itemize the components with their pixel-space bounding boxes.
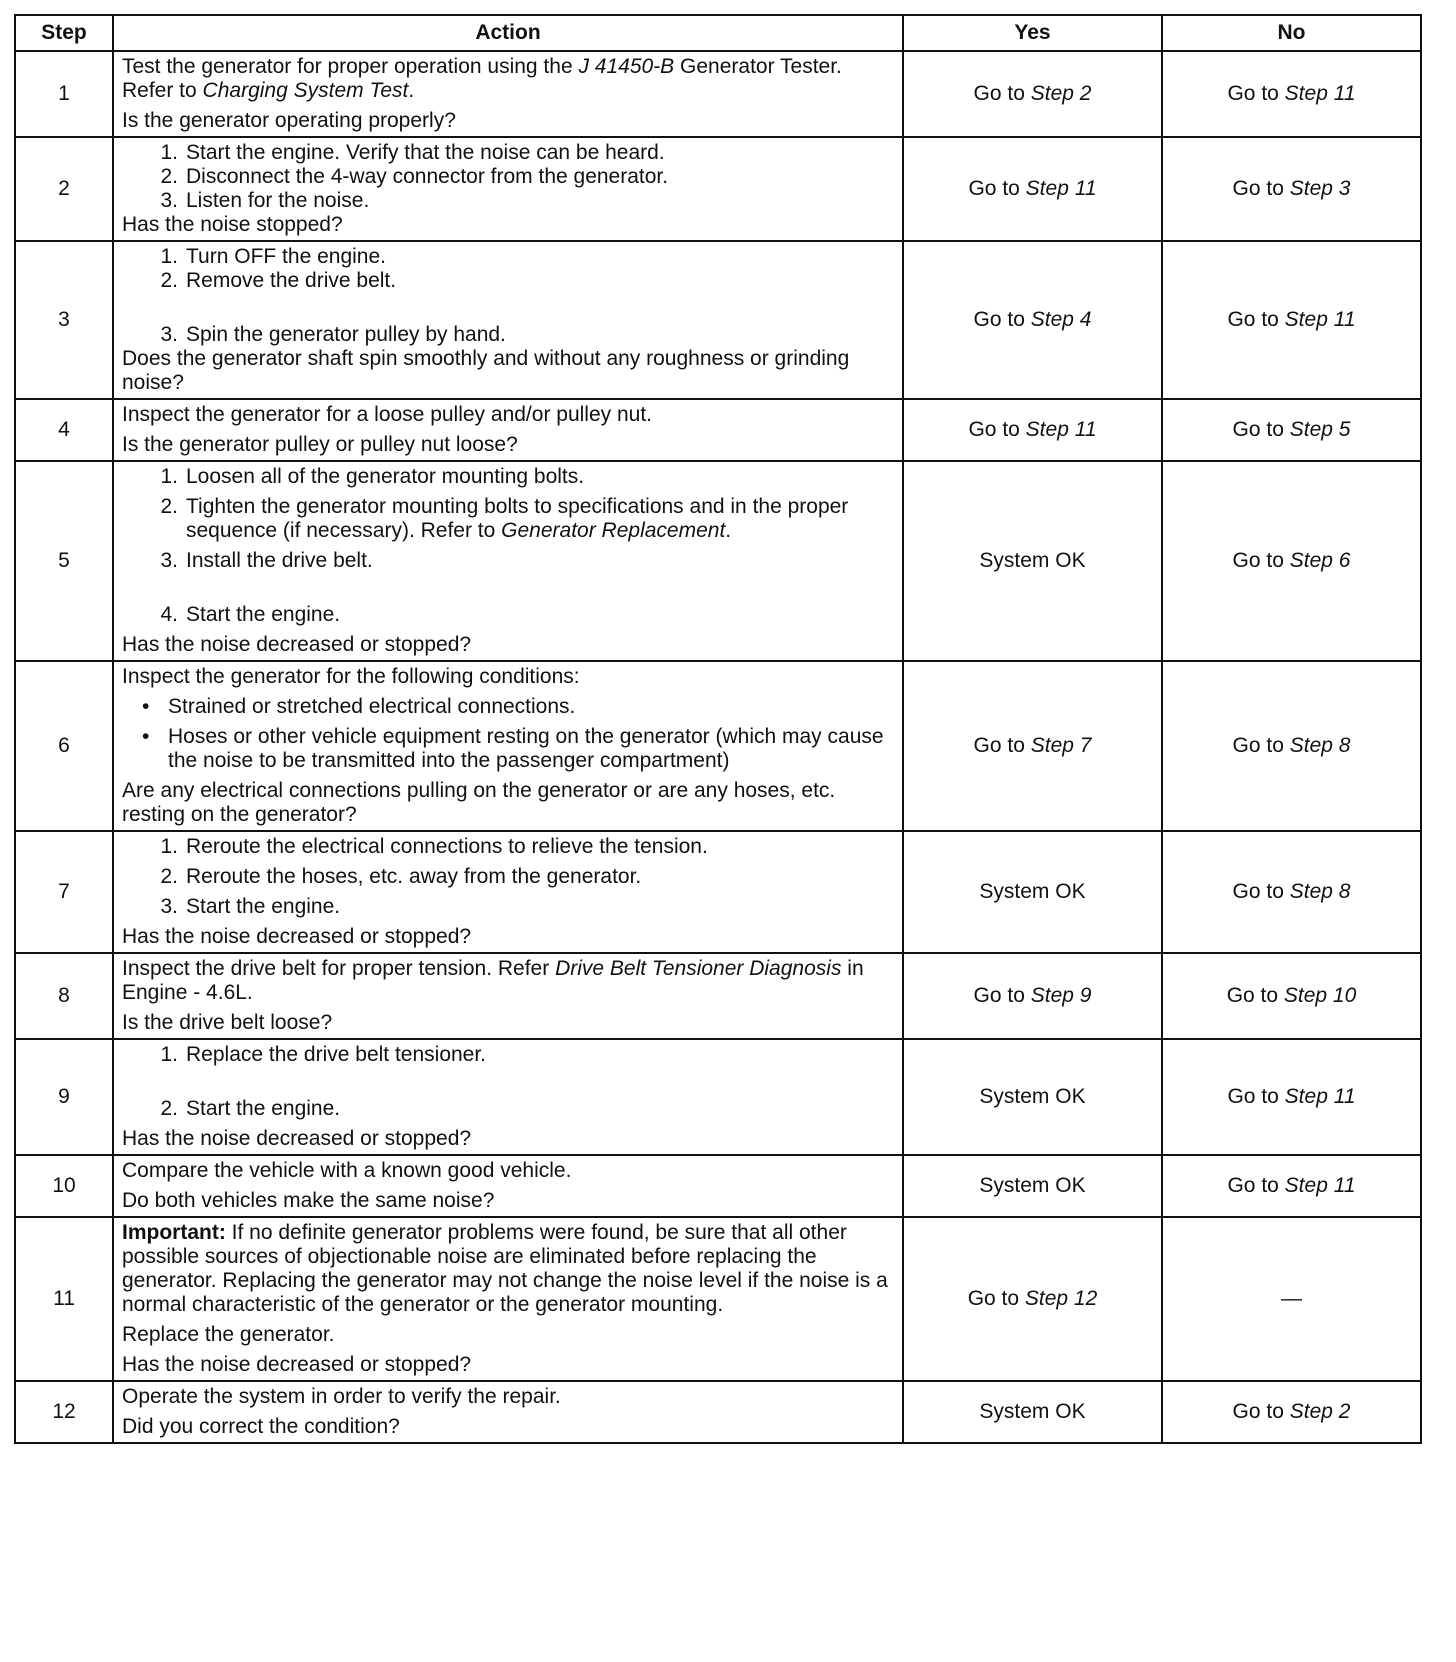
action-text: Has the noise decreased or stopped? bbox=[122, 633, 472, 656]
numbered-step bbox=[122, 189, 894, 213]
action-text: Is the drive belt loose? bbox=[122, 1011, 333, 1034]
yes-result bbox=[903, 461, 1162, 661]
action-cell bbox=[113, 461, 903, 661]
no-result bbox=[1162, 953, 1421, 1039]
action-paragraph bbox=[122, 665, 894, 689]
step-reference: Step 10 bbox=[1283, 984, 1357, 1007]
yes-result bbox=[903, 1039, 1162, 1155]
result-text: Go to bbox=[968, 177, 1026, 200]
action-text: Start the engine. bbox=[186, 895, 341, 918]
step-reference: Step 9 bbox=[1030, 984, 1092, 1007]
numbered-step bbox=[122, 141, 894, 165]
item-number: 2. bbox=[160, 495, 178, 518]
action-paragraph bbox=[122, 925, 894, 949]
numbered-step bbox=[122, 495, 894, 543]
table-row bbox=[15, 461, 1421, 661]
action-paragraph bbox=[122, 347, 894, 395]
result-text: Go to bbox=[973, 308, 1031, 331]
yes-result bbox=[903, 241, 1162, 399]
step-reference: Step 5 bbox=[1289, 418, 1351, 441]
action-text: Reroute the hoses, etc. away from the generator. bbox=[186, 865, 642, 888]
action-text: Hoses or other vehicle equipment resting on the generator (which may cause the noise to be transmitted into the passenger compartment) bbox=[168, 725, 884, 772]
step-number: 6 bbox=[15, 661, 113, 831]
action-text: Inspect the generator for a loose pulley and/or pulley nut. bbox=[122, 403, 653, 426]
table-row bbox=[15, 137, 1421, 241]
action-text: Does the generator shaft spin smoothly and without any roughness or grinding noise? bbox=[122, 347, 850, 394]
action-cell bbox=[113, 399, 903, 461]
action-text: Tighten the generator mounting bolts to specifications and in the proper sequence (if necessary). Refer to bbox=[186, 495, 849, 542]
step-number: 12 bbox=[15, 1381, 113, 1443]
action-paragraph bbox=[122, 55, 894, 103]
result-text: Go to bbox=[973, 984, 1031, 1007]
yes-result bbox=[903, 137, 1162, 241]
no-result bbox=[1162, 241, 1421, 399]
result-text: Go to bbox=[968, 418, 1026, 441]
step-reference: Step 4 bbox=[1030, 308, 1092, 331]
diagnostic-table bbox=[14, 14, 1422, 1444]
result-text: Go to bbox=[1232, 549, 1290, 572]
reference-text: Charging System Test bbox=[202, 79, 409, 102]
item-number: 1. bbox=[160, 835, 178, 858]
action-text: Replace the generator. bbox=[122, 1323, 335, 1346]
bullet-icon: • bbox=[142, 695, 150, 718]
action-paragraph bbox=[122, 779, 894, 827]
result-text: Go to bbox=[973, 82, 1031, 105]
reference-text: J 41450-B bbox=[578, 55, 675, 78]
result-text: Go to bbox=[1226, 984, 1284, 1007]
action-paragraph bbox=[122, 633, 894, 657]
action-text: Replace the drive belt tensioner. bbox=[186, 1043, 487, 1066]
step-reference: Step 2 bbox=[1289, 1400, 1351, 1423]
table-row bbox=[15, 1155, 1421, 1217]
result-text: Go to bbox=[973, 734, 1031, 757]
result-text: Go to bbox=[1232, 1400, 1290, 1423]
step-number: 3 bbox=[15, 241, 113, 399]
item-number: 2. bbox=[160, 269, 178, 292]
no-result bbox=[1162, 1039, 1421, 1155]
item-number: 2. bbox=[160, 865, 178, 888]
numbered-step bbox=[122, 245, 894, 269]
step-reference: Step 3 bbox=[1289, 177, 1351, 200]
action-cell bbox=[113, 137, 903, 241]
item-number: 1. bbox=[160, 141, 178, 164]
step-reference: Step 2 bbox=[1030, 82, 1092, 105]
yes-result bbox=[903, 953, 1162, 1039]
action-paragraph bbox=[122, 109, 894, 133]
item-number: 1. bbox=[160, 465, 178, 488]
action-text: in Engine - 4.6L. bbox=[122, 957, 864, 1004]
table-row bbox=[15, 1381, 1421, 1443]
header-no: No bbox=[1162, 15, 1421, 51]
action-cell bbox=[113, 1381, 903, 1443]
action-paragraph bbox=[122, 957, 894, 1005]
numbered-step bbox=[122, 1097, 894, 1121]
table-row bbox=[15, 953, 1421, 1039]
action-text: Reroute the electrical connections to relieve the tension. bbox=[186, 835, 708, 858]
result-text: Go to bbox=[1227, 1174, 1285, 1197]
numbered-step bbox=[122, 865, 894, 889]
step-reference: Step 12 bbox=[1024, 1287, 1098, 1310]
step-number: 9 bbox=[15, 1039, 113, 1155]
yes-result bbox=[903, 661, 1162, 831]
action-text: Compare the vehicle with a known good vehicle. bbox=[122, 1159, 572, 1182]
action-paragraph bbox=[122, 403, 894, 427]
action-text: Has the noise decreased or stopped? bbox=[122, 1127, 472, 1150]
action-text: Loosen all of the generator mounting bolts. bbox=[186, 465, 585, 488]
item-number: 3. bbox=[160, 895, 178, 918]
action-text: Install the drive belt. bbox=[186, 549, 373, 572]
step-number: 11 bbox=[15, 1217, 113, 1381]
action-text: Turn OFF the engine. bbox=[186, 245, 386, 268]
result-text: System OK bbox=[979, 1174, 1086, 1197]
action-paragraph bbox=[122, 1011, 894, 1035]
action-text: If no definite generator problems were found, be sure that all other possible sources of objectionable noise are eliminated before replacing the generator. Replacing the generator may not change the noise level if the noise is a normal characteristic of the generator or the generator mounting. bbox=[122, 1221, 888, 1316]
bullet-item bbox=[122, 725, 894, 773]
step-number: 5 bbox=[15, 461, 113, 661]
yes-result bbox=[903, 51, 1162, 137]
action-text: Remove the drive belt. bbox=[186, 269, 397, 292]
action-cell bbox=[113, 1217, 903, 1381]
no-result bbox=[1162, 1381, 1421, 1443]
step-reference: Step 8 bbox=[1289, 880, 1351, 903]
action-text: Did you correct the condition? bbox=[122, 1415, 400, 1438]
action-text: Has the noise decreased or stopped? bbox=[122, 1353, 472, 1376]
numbered-step bbox=[122, 895, 894, 919]
action-paragraph bbox=[122, 1323, 894, 1347]
yes-result bbox=[903, 1217, 1162, 1381]
no-result bbox=[1162, 1217, 1421, 1381]
action-text: . bbox=[725, 519, 732, 542]
table-row bbox=[15, 661, 1421, 831]
action-text: Are any electrical connections pulling on the generator or are any hoses, etc. resting on the generator? bbox=[122, 779, 836, 826]
action-text: Spin the generator pulley by hand. bbox=[186, 323, 506, 346]
table-row bbox=[15, 51, 1421, 137]
action-text: . bbox=[408, 79, 415, 102]
action-paragraph bbox=[122, 1385, 894, 1409]
result-text: Go to bbox=[1232, 880, 1290, 903]
action-paragraph bbox=[122, 1353, 894, 1377]
action-paragraph bbox=[122, 213, 894, 237]
action-paragraph bbox=[122, 1415, 894, 1439]
action-cell bbox=[113, 241, 903, 399]
no-result bbox=[1162, 831, 1421, 953]
result-text: System OK bbox=[979, 549, 1086, 572]
item-number: 3. bbox=[160, 189, 178, 212]
result-text: System OK bbox=[979, 1400, 1086, 1423]
item-number: 1. bbox=[160, 1043, 178, 1066]
action-text: Disconnect the 4-way connector from the generator. bbox=[186, 165, 669, 188]
action-text: Do both vehicles make the same noise? bbox=[122, 1189, 495, 1212]
emphasis-label: Important: bbox=[122, 1221, 226, 1244]
result-text: System OK bbox=[979, 1085, 1086, 1108]
step-reference: Step 8 bbox=[1289, 734, 1351, 757]
reference-text: Drive Belt Tensioner Diagnosis bbox=[555, 957, 842, 980]
table-row bbox=[15, 241, 1421, 399]
result-text: Go to bbox=[1227, 308, 1285, 331]
yes-result bbox=[903, 1155, 1162, 1217]
bullet-icon: • bbox=[142, 725, 150, 748]
action-text: Strained or stretched electrical connections. bbox=[168, 695, 576, 718]
result-text: System OK bbox=[979, 880, 1086, 903]
step-number: 4 bbox=[15, 399, 113, 461]
action-text: Start the engine. bbox=[186, 603, 341, 626]
action-text: Inspect the drive belt for proper tension. Refer bbox=[122, 957, 556, 980]
action-text: Is the generator operating properly? bbox=[122, 109, 456, 132]
numbered-step bbox=[122, 603, 894, 627]
result-text: Go to bbox=[1232, 734, 1290, 757]
item-number: 3. bbox=[160, 549, 178, 572]
table-row bbox=[15, 1217, 1421, 1381]
result-text: Go to bbox=[1227, 1085, 1285, 1108]
no-result bbox=[1162, 1155, 1421, 1217]
action-text: Has the noise decreased or stopped? bbox=[122, 925, 472, 948]
action-text: Is the generator pulley or pulley nut loose? bbox=[122, 433, 518, 456]
action-text: Listen for the noise. bbox=[186, 189, 370, 212]
result-text: — bbox=[1281, 1287, 1302, 1310]
item-number: 4. bbox=[160, 603, 178, 626]
step-reference: Step 11 bbox=[1025, 418, 1097, 441]
step-number: 10 bbox=[15, 1155, 113, 1217]
numbered-step bbox=[122, 165, 894, 189]
numbered-step bbox=[122, 1043, 894, 1067]
table-row bbox=[15, 1039, 1421, 1155]
item-number: 1. bbox=[160, 245, 178, 268]
no-result bbox=[1162, 137, 1421, 241]
action-text: Start the engine. Verify that the noise can be heard. bbox=[186, 141, 665, 164]
yes-result bbox=[903, 831, 1162, 953]
bullet-item bbox=[122, 695, 894, 719]
numbered-step bbox=[122, 323, 894, 347]
numbered-step bbox=[122, 465, 894, 489]
item-number: 2. bbox=[160, 165, 178, 188]
table-body bbox=[15, 51, 1421, 1443]
action-cell bbox=[113, 1155, 903, 1217]
step-reference: Step 11 bbox=[1284, 1174, 1356, 1197]
step-reference: Step 11 bbox=[1025, 177, 1097, 200]
step-reference: Step 7 bbox=[1030, 734, 1092, 757]
step-number: 7 bbox=[15, 831, 113, 953]
item-number: 2. bbox=[160, 1097, 178, 1120]
item-number: 3. bbox=[160, 323, 178, 346]
action-text: Operate the system in order to verify the repair. bbox=[122, 1385, 561, 1408]
action-text: Start the engine. bbox=[186, 1097, 341, 1120]
table-row bbox=[15, 399, 1421, 461]
numbered-step bbox=[122, 269, 894, 293]
result-text: Go to bbox=[967, 1287, 1025, 1310]
step-number: 2 bbox=[15, 137, 113, 241]
yes-result bbox=[903, 1381, 1162, 1443]
action-paragraph bbox=[122, 1159, 894, 1183]
action-paragraph bbox=[122, 433, 894, 457]
action-paragraph bbox=[122, 1127, 894, 1151]
action-paragraph bbox=[122, 1189, 894, 1213]
no-result bbox=[1162, 51, 1421, 137]
action-text: Has the noise stopped? bbox=[122, 213, 343, 236]
yes-result bbox=[903, 399, 1162, 461]
header-step: Step bbox=[15, 15, 113, 51]
step-number: 1 bbox=[15, 51, 113, 137]
action-text: Inspect the generator for the following conditions: bbox=[122, 665, 580, 688]
document-page bbox=[14, 14, 1422, 1444]
header-action: Action bbox=[113, 15, 903, 51]
numbered-step bbox=[122, 549, 894, 573]
action-cell bbox=[113, 831, 903, 953]
numbered-step bbox=[122, 835, 894, 859]
step-reference: Step 11 bbox=[1284, 82, 1356, 105]
no-result bbox=[1162, 461, 1421, 661]
result-text: Go to bbox=[1227, 82, 1285, 105]
step-reference: Step 11 bbox=[1284, 1085, 1356, 1108]
table-header-row bbox=[15, 15, 1421, 51]
action-cell bbox=[113, 1039, 903, 1155]
action-text: Test the generator for proper operation using the bbox=[122, 55, 579, 78]
step-reference: Step 6 bbox=[1289, 549, 1351, 572]
header-yes: Yes bbox=[903, 15, 1162, 51]
reference-text: Generator Replacement bbox=[501, 519, 726, 542]
action-cell bbox=[113, 661, 903, 831]
action-cell bbox=[113, 51, 903, 137]
result-text: Go to bbox=[1232, 177, 1290, 200]
result-text: Go to bbox=[1232, 418, 1290, 441]
table-row bbox=[15, 831, 1421, 953]
no-result bbox=[1162, 399, 1421, 461]
no-result bbox=[1162, 661, 1421, 831]
action-paragraph bbox=[122, 1221, 894, 1317]
action-cell bbox=[113, 953, 903, 1039]
action-text: Generator Tester. Refer to bbox=[122, 55, 842, 102]
step-number: 8 bbox=[15, 953, 113, 1039]
step-reference: Step 11 bbox=[1284, 308, 1356, 331]
